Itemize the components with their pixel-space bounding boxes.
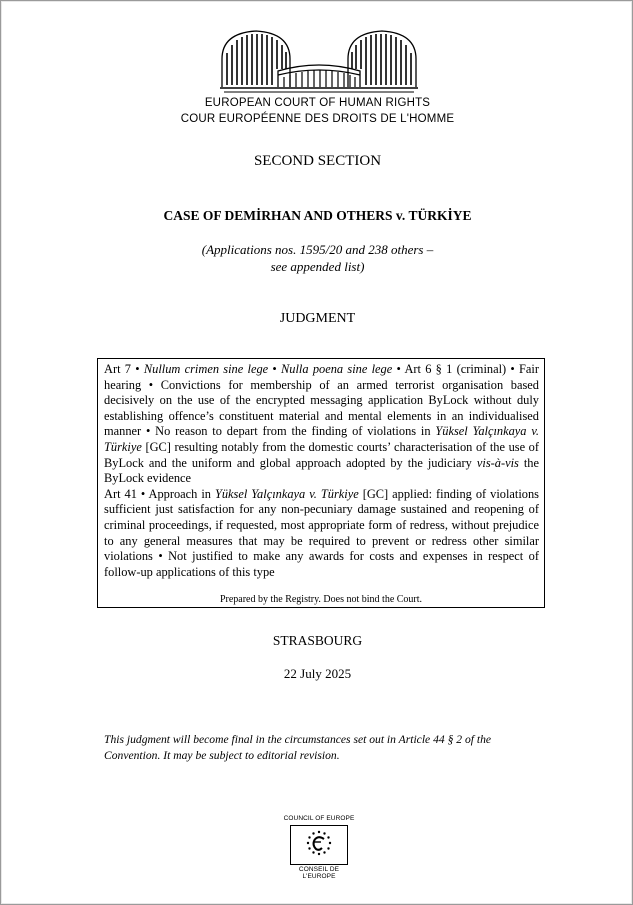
summary-paragraph-art41 [104, 487, 539, 581]
summary-text-run: the ByLock evidence [104, 455, 539, 486]
document-type: JUDGMENT [279, 311, 356, 326]
summary-box [97, 358, 545, 608]
case-title: CASE OF DEMİRHAN AND OTHERS v. TÜRKİYE [163, 208, 472, 223]
summary-text-run: Art 7 • [104, 362, 144, 376]
summary-text [104, 362, 539, 580]
court-name-en: EUROPEAN COURT OF HUMAN RIGHTS [204, 97, 431, 109]
place: STRASBOURG [272, 633, 363, 648]
summary-paragraph-art7 [104, 362, 539, 487]
summary-text-run: Art 41 • Approach in [104, 486, 215, 501]
applications-reference [1, 241, 633, 275]
council-of-europe-logo-icon [283, 815, 355, 880]
court-building-icon [218, 25, 420, 97]
coe-label-en: COUNCIL OF EUROPE [283, 815, 355, 822]
summary-italic-run: Nulla poena sine lege [281, 362, 393, 376]
judgment-date: 22 July 2025 [283, 666, 352, 681]
applications-line-1: (Applications nos. 1595/20 and 238 others – [201, 242, 434, 257]
section-heading: SECOND SECTION [253, 153, 382, 169]
stars-circle-icon [291, 826, 347, 864]
summary-text-run: [GC] applied: finding of violations sufficient just satisfaction for any non-pecuniary damage sustained and reopening of criminal proceedings, if requested, most appropriate form of redress, without prejudice to any general measures that may be required to prevent or redress other similar violations • Not justified to make any awards for costs and expenses in respect of follow-up applications of this type [104, 486, 539, 579]
registry-disclaimer: Prepared by the Registry. Does not bind the Court. [219, 594, 423, 605]
applications-line-2: see appended list) [270, 259, 365, 274]
summary-text-run: [GC] resulting notably from the domestic courts’ characterisation of the use of ByLock and the uniform and global approach adopted by the judiciary [104, 439, 539, 470]
summary-italic-run: Yüksel Yalçınkaya v. Türkiye [214, 486, 359, 501]
court-name-fr: COUR EUROPÉENNE DES DROITS DE L'HOMME [180, 113, 455, 125]
finality-note: This judgment will become final in the circumstances set out in Article 44 § 2 of the Convention. It may be subject to editorial revision. [104, 733, 492, 762]
coe-label-fr: CONSEIL DE L'EUROPE [298, 866, 340, 880]
summary-italic-run: vis-à-vis [476, 455, 519, 470]
coe-flag [290, 825, 348, 865]
summary-text-run: • Art 6 § 1 (criminal) • Fair hearing • Convictions for membership of an armed terrorist organisation based decisively on the use of the encrypted messaging application ByLock without duly establishing offence’s constituent material and mental elements in an individualised manner • No reason to depart from the finding of violations in [104, 362, 539, 439]
summary-italic-run: Nullum crimen sine lege [143, 362, 269, 376]
summary-italic-run: Yüksel Yalçınkaya v. Türkiye [104, 424, 539, 454]
summary-text-run: • [268, 362, 282, 376]
